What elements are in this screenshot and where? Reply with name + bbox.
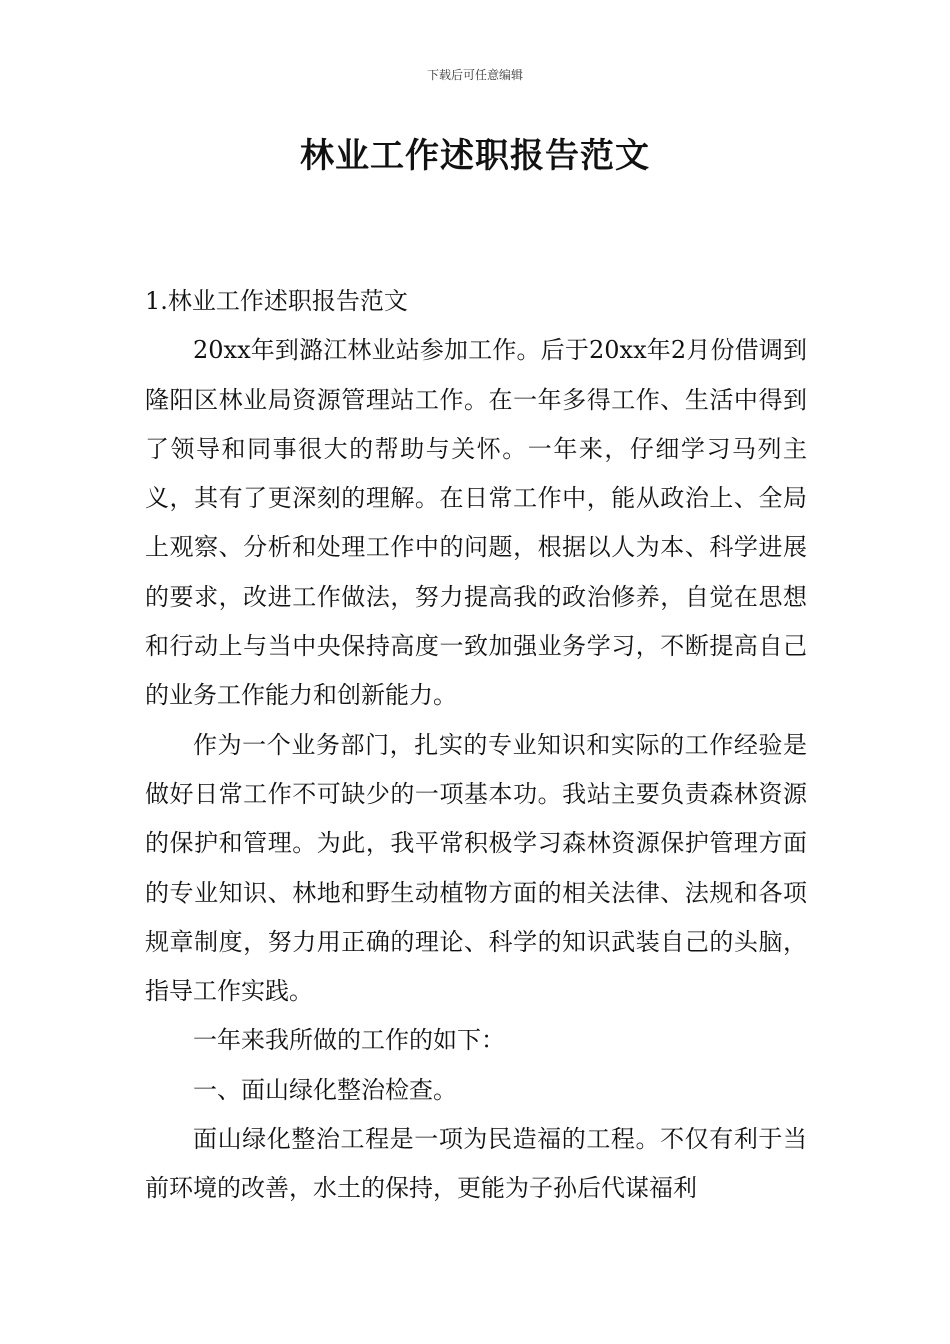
document-title: 林业工作述职报告范文 <box>300 136 650 176</box>
document-body <box>145 277 807 1214</box>
paragraph: 面山绿化整治工程是一项为民造福的工程。不仅有利于当前环境的改善，水土的保持，更能为子孙后代谋福利 <box>145 1125 807 1203</box>
header-note: 下载后可任意编辑 <box>426 68 523 82</box>
section-heading: 1.林业工作述职报告范文 <box>145 287 408 315</box>
paragraph: 一、面山绿化整治检查。 <box>193 1075 457 1104</box>
paragraph: 作为一个业务部门，扎实的专业知识和实际的工作经验是做好日常工作不可缺少的一项基本功。我站主要负责森林资源的保护和管理。为此，我平常积极学习森林资源保护管理方面的专业知识、林地和野生动植物方面的相关法律、法规和各项规章制度，努力用正确的理论、科学的知识武装自己的头脑，指导工作实践。 <box>145 730 807 1006</box>
paragraph: 20xx年到潞江林业站参加工作。后于20xx年2月份借调到隆阳区林业局资源管理站工作。在一年多得工作、生活中得到了领导和同事很大的帮助与关怀。一年来，仔细学习马列主义，其有了更深刻的理解。在日常工作中，能从政治上、全局上观察、分析和处理工作中的问题，根据以人为本、科学进展的要求，改进工作做法，努力提高我的政治修养，自觉在思想和行动上与当中央保持高度一致加强业务学习，不断提高自己的业务工作能力和创新能力。 <box>145 336 807 710</box>
paragraph: 一年来我所做的工作的如下： <box>193 1026 505 1055</box>
